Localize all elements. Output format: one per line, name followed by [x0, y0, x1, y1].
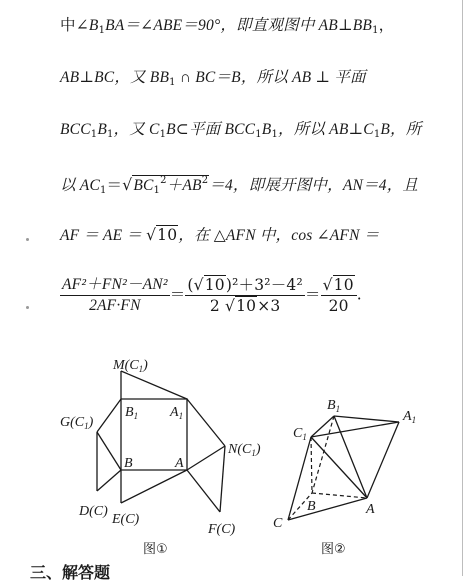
period: . [356, 285, 362, 304]
text-span: AF ＝ AE ＝ [60, 227, 147, 244]
figure-2-labels [273, 398, 416, 531]
text-span: BA＝∠ABE＝90°，即直观图中 AB⊥BB [105, 17, 373, 34]
text-span: 2 [201, 175, 209, 186]
text-span: B [97, 121, 107, 138]
fraction-denominator: 2AF·FN [89, 297, 141, 314]
text-span: B [261, 121, 272, 138]
text-span: ∩ BC＝B，所以 AB ⊥ 平面 [175, 69, 366, 86]
label-B: B [124, 456, 133, 471]
label-A: A [366, 502, 375, 517]
label-B1: $B_1$ [125, 405, 139, 421]
text-span: ＋AB [166, 177, 202, 194]
text-span: 1 [255, 129, 262, 140]
text-span: 10 [157, 226, 178, 244]
sqrt-symbol: √ [122, 176, 133, 194]
text-span: ( [187, 276, 194, 294]
text-span: BC [133, 177, 154, 194]
text-span: 10 [236, 297, 257, 315]
figure-1-net [97, 371, 225, 512]
text-span: 2 [209, 297, 220, 315]
fraction-numerator: AF²＋FN²－AN² [60, 276, 170, 296]
text-span: 1 [169, 77, 176, 88]
text-span: ，在 △AFN 中，cos ∠AFN ＝ [178, 227, 380, 244]
label-E: E(C) [112, 512, 140, 527]
sqrt-symbol: √ [322, 276, 333, 294]
label-F: F(C) [208, 522, 236, 537]
text-span: B [88, 17, 99, 34]
sqrt-symbol: √ [225, 297, 236, 315]
text-span: 1 [153, 185, 161, 196]
text-span: )²＋3²－4² [225, 276, 303, 294]
label-G: $G(C_1)$ [60, 415, 94, 431]
equals-sign: ＝ [169, 285, 186, 304]
label-B: B [307, 499, 316, 514]
equals-sign: ＝ [304, 285, 321, 304]
text-span: ，又 C [113, 121, 160, 138]
text-span: 中∠ [60, 16, 89, 34]
text-span: 1 [373, 129, 381, 140]
label-A: A [175, 456, 184, 471]
text-span: ， [378, 16, 395, 34]
label-D: D(C) [79, 504, 108, 519]
text-span: 1 [98, 25, 106, 36]
text-span: 1 [372, 25, 379, 36]
label-M: $M(C_1)$ [113, 358, 148, 374]
label-C1: $C_1$ [293, 426, 307, 442]
label-A1: $A_1$ [170, 405, 184, 421]
text-span: 10 [204, 276, 225, 294]
text-span: BCC [60, 121, 91, 138]
text-span: 2 [160, 175, 167, 186]
text-span: ＝ [106, 176, 123, 194]
text-span: 1 [90, 129, 98, 140]
text-span: ＝4，即展开图中，AN＝4，且 [209, 177, 419, 194]
text-span: B，所 [380, 121, 422, 138]
text-span: 1 [159, 129, 167, 140]
label-A1: $A_1$ [403, 409, 417, 425]
figure-1-labels [60, 358, 261, 537]
text-span: B⊂平面 BCC [166, 121, 256, 138]
label-C: C [273, 516, 283, 531]
label-B1: $B_1$ [327, 398, 341, 414]
fraction-denominator: 20 [328, 297, 349, 315]
section-heading: 三、解答题 [30, 563, 111, 582]
text-span: ，所以 AB⊥C [278, 121, 374, 138]
sqrt-symbol: √ [193, 276, 204, 294]
figure-1-caption: 图① [143, 542, 168, 557]
text-span: 1 [99, 185, 107, 196]
text-span: AB⊥BC，又 BB [60, 69, 170, 86]
text-span: 1 [106, 129, 114, 140]
figure-2-caption: 图② [321, 542, 346, 557]
label-N: $N(C_1)$ [228, 442, 261, 458]
text-span: ×3 [257, 297, 281, 315]
sqrt-symbol: √ [146, 226, 157, 244]
text-span: 10 [333, 276, 354, 294]
text-span: 以 AC [60, 177, 100, 194]
text-span: 1 [271, 129, 278, 140]
